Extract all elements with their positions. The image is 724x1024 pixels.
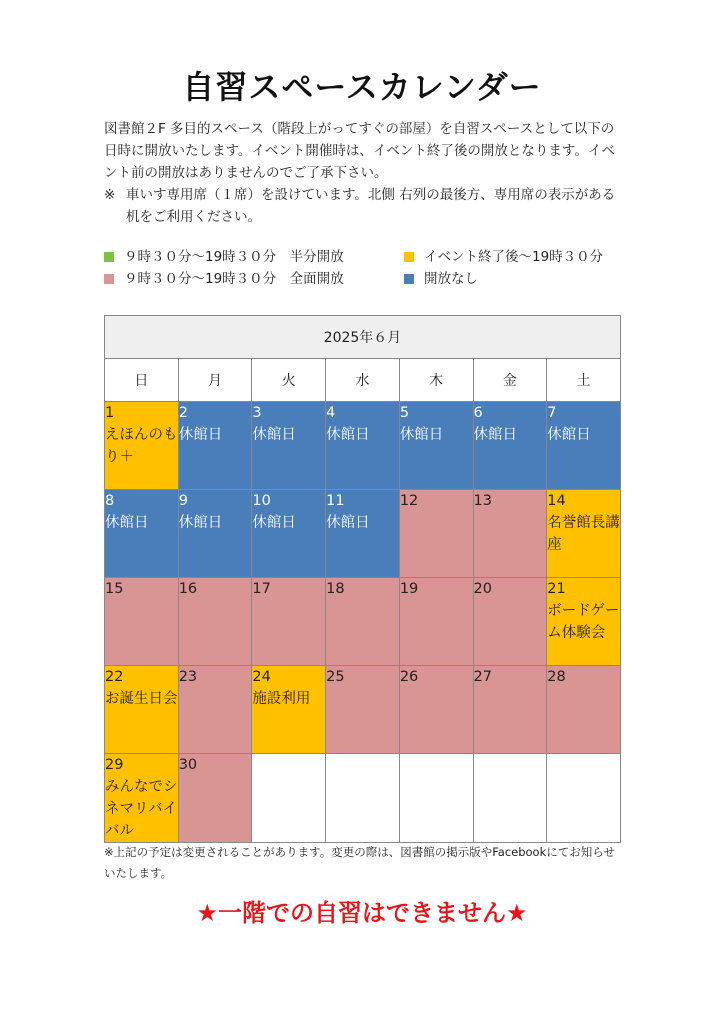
day-number: 24 [252, 669, 271, 685]
day-number: 27 [473, 669, 492, 685]
day-note: 休館日 [252, 515, 296, 531]
day-number: 8 [105, 493, 115, 509]
day-cell-4 [326, 402, 400, 490]
day-cell-empty [326, 754, 400, 843]
legend-item-event-after [404, 248, 634, 266]
page-title: 自習スペースカレンダー [182, 68, 542, 106]
legend-swatch-green [104, 252, 114, 262]
day-cell-21 [547, 578, 621, 666]
weekday-header-row [105, 359, 621, 402]
footnote: ※上記の予定は変更されることがあります。変更の際は、図書館の掲示版やFacebookにてお知らせいたします。 [104, 845, 615, 880]
day-cell-24 [252, 666, 326, 754]
weekday-sun: 日 [105, 359, 179, 402]
day-number: 23 [178, 669, 198, 685]
day-cell-9 [178, 490, 252, 578]
day-note: 休館日 [178, 515, 223, 531]
day-cell-25 [326, 666, 400, 754]
day-cell-empty [252, 754, 326, 843]
day-cell-16 [178, 578, 252, 666]
day-number: 25 [326, 669, 345, 685]
calendar-week-row [105, 754, 621, 843]
intro-text [104, 118, 626, 228]
calendar-week-row [105, 490, 621, 578]
day-number: 10 [252, 493, 271, 509]
day-number: 4 [326, 405, 336, 421]
day-note: 休館日 [178, 427, 223, 443]
day-cell-26 [399, 666, 473, 754]
legend-item-closed [404, 270, 634, 288]
weekday-wed: 水 [326, 359, 400, 402]
day-cell-17 [252, 578, 326, 666]
day-note: 施設利用 [252, 691, 311, 707]
legend-item-full-open [104, 270, 404, 288]
day-number: 22 [105, 669, 124, 685]
day-number: 1 [105, 405, 115, 421]
day-cell-30 [178, 754, 252, 843]
day-cell-28 [547, 666, 621, 754]
day-note: お誕生日会 [105, 691, 178, 707]
day-number: 26 [399, 669, 419, 685]
day-note: 休館日 [326, 427, 370, 443]
warning-notice: ★一階での自習はできません★ [196, 899, 528, 927]
day-number: 14 [547, 493, 566, 509]
weekday-sat: 土 [547, 359, 621, 402]
day-cell-2 [178, 402, 252, 490]
calendar-week-row [105, 666, 621, 754]
day-number: 2 [178, 405, 188, 421]
day-number: 29 [105, 757, 124, 773]
day-cell-11 [326, 490, 400, 578]
day-note: 休館日 [547, 427, 591, 443]
day-note: 休館日 [326, 515, 370, 531]
wheelchair-note-text: 車いす専用席（１席）を設けています。北側 右列の最後方、専用席の表示がある机をご利用ください。 [126, 187, 616, 225]
legend-swatch-yellow [404, 252, 414, 262]
day-number: 9 [178, 493, 188, 509]
day-note: 名誉館長講座 [547, 515, 620, 553]
day-number: 7 [547, 405, 557, 421]
legend-label: ９時３０分～19時３０分 半分開放 [124, 249, 344, 265]
day-number: 28 [547, 669, 566, 685]
day-cell-3 [252, 402, 326, 490]
calendar-week-row [105, 402, 621, 490]
day-number: 18 [326, 581, 345, 597]
day-number: 16 [178, 581, 198, 597]
day-number: 11 [326, 493, 345, 509]
day-number: 17 [252, 581, 271, 597]
day-number: 12 [399, 493, 419, 509]
day-note: 休館日 [399, 427, 444, 443]
day-note: 休館日 [473, 427, 518, 443]
day-number: 19 [399, 581, 419, 597]
legend [104, 248, 634, 288]
day-cell-empty [547, 754, 621, 843]
day-cell-10 [252, 490, 326, 578]
legend-swatch-blue [404, 274, 414, 284]
day-cell-8 [105, 490, 179, 578]
intro-paragraph: 図書館２F 多目的スペース（階段上がってすぐの部屋）を自習スペースとして以下の日時に開放いたします。イベント開催時は、イベント終了後の開放となります。イベント前の開放はありませんのでご了承下さい。 [104, 121, 615, 181]
day-cell-12 [399, 490, 473, 578]
calendar-week-row [105, 578, 621, 666]
day-cell-22 [105, 666, 179, 754]
day-cell-20 [473, 578, 547, 666]
day-number: 20 [473, 581, 492, 597]
day-note: みんなでシネマリバイバル [105, 779, 178, 839]
day-cell-29 [105, 754, 179, 843]
day-number: 5 [399, 405, 410, 421]
day-cell-23 [178, 666, 252, 754]
day-cell-7 [547, 402, 621, 490]
day-cell-empty [473, 754, 547, 843]
weekday-tue: 火 [252, 359, 326, 402]
day-cell-27 [473, 666, 547, 754]
calendar-body [105, 402, 621, 843]
day-number: 21 [547, 581, 566, 597]
calendar-table [104, 315, 621, 843]
legend-label: イベント終了後～19時３０分 [424, 249, 604, 265]
day-note: 休館日 [105, 515, 149, 531]
day-cell-14 [547, 490, 621, 578]
day-note: えほんのもり＋ [105, 427, 178, 465]
day-cell-6 [473, 402, 547, 490]
day-note: ボードゲーム体験会 [547, 603, 620, 641]
legend-label: ９時３０分～19時３０分 全面開放 [124, 271, 344, 287]
weekday-mon: 月 [178, 359, 252, 402]
weekday-fri: 金 [473, 359, 547, 402]
day-number: 30 [178, 757, 198, 773]
calendar-month-title: 2025年６月 [105, 316, 621, 359]
day-number: 6 [473, 405, 483, 421]
day-cell-13 [473, 490, 547, 578]
day-cell-19 [399, 578, 473, 666]
day-number: 15 [105, 581, 124, 597]
day-cell-empty [399, 754, 473, 843]
legend-item-half-open [104, 248, 404, 266]
day-number: 3 [252, 405, 262, 421]
legend-label: 開放なし [424, 271, 478, 287]
day-number: 13 [473, 493, 492, 509]
wheelchair-note [104, 184, 626, 228]
day-cell-15 [105, 578, 179, 666]
note-mark: ※ [104, 187, 116, 203]
day-cell-18 [326, 578, 400, 666]
day-cell-1 [105, 402, 179, 490]
day-note: 休館日 [252, 427, 296, 443]
legend-swatch-pink [104, 274, 114, 284]
weekday-thu: 木 [399, 359, 473, 402]
day-cell-5 [399, 402, 473, 490]
